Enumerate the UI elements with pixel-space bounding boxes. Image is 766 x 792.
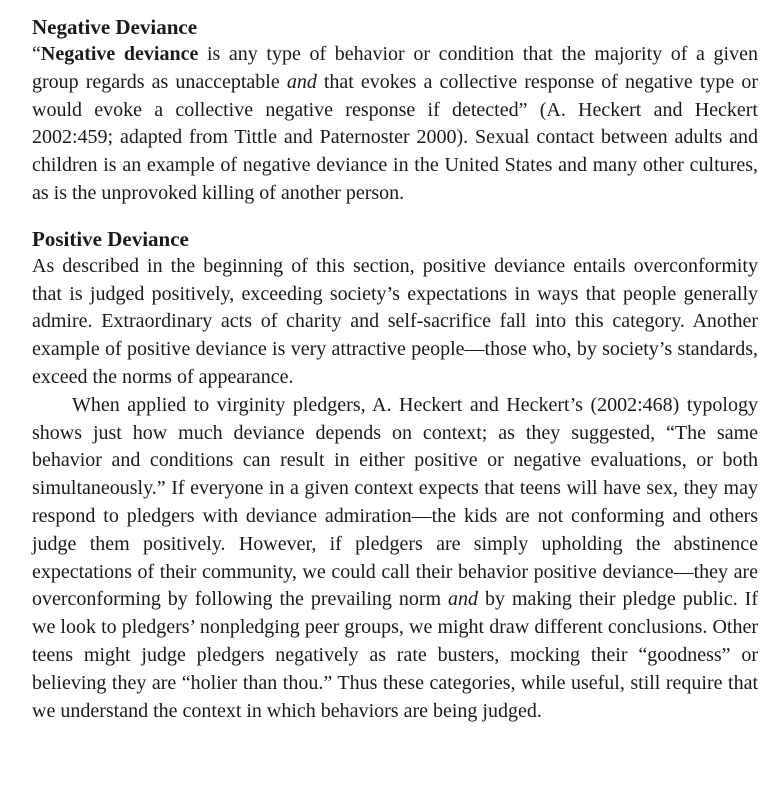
term-negative-deviance: Negative deviance [40,43,199,65]
emphasis-and: and [448,588,479,611]
positive-deviance-paragraph: As described in the beginning of this section, positive deviance entails overconformity that is judged positively, exceeding society’s expectations in ways that people generally admire. Extraordinary acts of charity and self-sacrifice fall into this category. Another example of positive deviance is very attractive people—those who, by society’s standards, exceed the norms of appearance. [32,254,758,388]
virginity-pledgers-paragraph: When applied to virginity pledgers, A. Heckert and Heckert’s (2002:468) typology shows just how much deviance depends on context; as they suggested, “The same behavior and conditions can result in either positive or negative evaluations, or both simultaneously.” If everyone in a given context expects that teens will have sex, they may respond to pledgers with deviance admiration—the kids are not conforming and others judge them positively. However, if pledgers are simply upholding the abstinence expectations of their community, we could call their behavior positive deviance—they are overconforming by following the prevailing norm and by making their pledge public. If we look to pledgers’ nonpledging peer groups, we might draw different conclusions. Other teens might judge pledgers negatively as rate busters, mocking their “goodness” or believing they are “holier than thou.” Thus these categories, while useful, still require that we understand the context in which behaviors are being judged. [32,393,758,722]
section-spacer [32,208,758,226]
section-heading-negative-deviance: Negative Deviance [32,15,198,39]
section-heading-positive-deviance: Positive Deviance [32,226,189,251]
emphasis-and: and [286,70,317,93]
negative-deviance-paragraph: “Negative deviance is any type of behavior or condition that the majority of a given group regards as unacceptable and that evokes a collective response of negative type or would evoke a collective negative response if detected” (A. Heckert and Heckert 2002:459; adapted from Tittle and Paternoster 2000). Sexual contact between adults and children is an example of negative deviance in the United States and many other cultures, as is the unprovoked killing of another person. [32,43,758,204]
